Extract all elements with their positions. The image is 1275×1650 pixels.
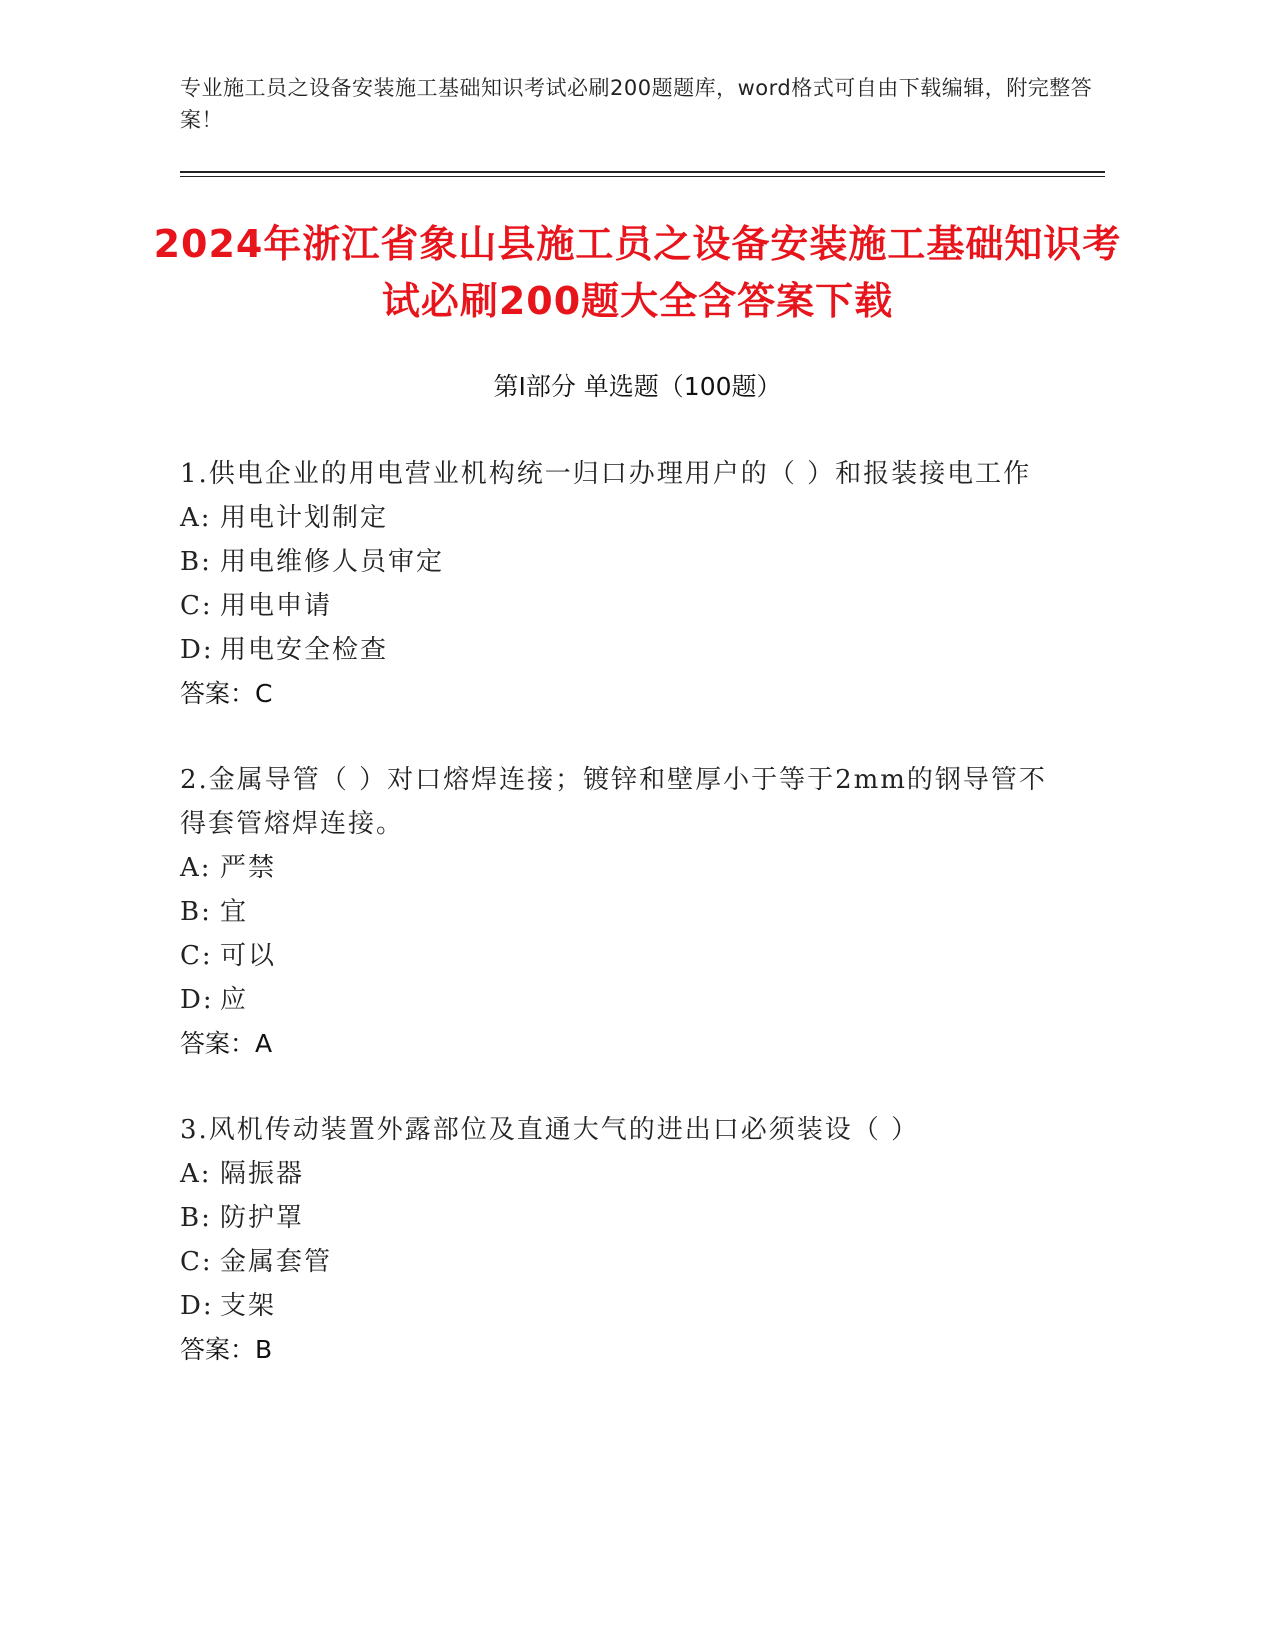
question-stem: 2.金属导管（ ）对口熔焊连接；镀锌和壁厚小于等于2mm的钢导管不得套管熔焊连接。 — [180, 765, 1047, 839]
question-3 — [180, 1108, 1060, 1372]
option-b — [180, 1196, 1060, 1240]
answer-line: 答案：C — [180, 679, 273, 708]
option-key: C: — [180, 591, 213, 621]
question-list — [180, 452, 1060, 1414]
option-c — [180, 1240, 1060, 1284]
option-key: D: — [180, 985, 214, 1015]
option-text: 隔振器 — [220, 1159, 305, 1189]
option-text: 严禁 — [220, 853, 277, 883]
option-a — [180, 846, 1060, 890]
option-key: B: — [180, 1203, 212, 1233]
option-text: 用电维修人员审定 — [220, 547, 445, 577]
option-b — [180, 540, 1060, 584]
option-text: 可以 — [220, 941, 277, 971]
option-key: B: — [180, 897, 212, 927]
option-key: B: — [180, 547, 212, 577]
header-divider-thick — [180, 171, 1105, 173]
option-text: 防护罩 — [220, 1203, 305, 1233]
header-divider-thin — [180, 176, 1105, 177]
option-key: C: — [180, 1247, 213, 1277]
option-d — [180, 628, 1060, 672]
question-2 — [180, 758, 1060, 1066]
document-title: 2024年浙江省象山县施工员之设备安装施工基础知识考试必刷200题大全含答案下载 — [153, 222, 1122, 323]
option-key: A: — [180, 503, 212, 533]
option-c — [180, 934, 1060, 978]
option-key: A: — [180, 1159, 212, 1189]
option-text: 支架 — [220, 1291, 277, 1321]
option-text: 用电申请 — [220, 591, 333, 621]
answer-line: 答案：A — [180, 1029, 273, 1058]
option-a — [180, 496, 1060, 540]
option-key: C: — [180, 941, 213, 971]
option-key: D: — [180, 635, 214, 665]
header-note: 专业施工员之设备安装施工基础知识考试必刷200题题库，word格式可自由下载编辑，附完整答案！ — [180, 76, 1093, 132]
option-text: 用电安全检查 — [220, 635, 389, 665]
option-text: 宜 — [220, 897, 249, 927]
section-title: 第Ⅰ部分 单选题（100题） — [493, 372, 782, 401]
option-text: 应 — [220, 985, 249, 1015]
question-1 — [180, 452, 1060, 716]
option-key: D: — [180, 1291, 214, 1321]
option-d — [180, 1284, 1060, 1328]
answer-line: 答案：B — [180, 1335, 273, 1364]
option-text: 用电计划制定 — [220, 503, 389, 533]
option-key: A: — [180, 853, 212, 883]
question-stem: 3.风机传动装置外露部位及直通大气的进出口必须装设（ ） — [180, 1115, 920, 1145]
option-c — [180, 584, 1060, 628]
option-d — [180, 978, 1060, 1022]
option-text: 金属套管 — [220, 1247, 333, 1277]
option-a — [180, 1152, 1060, 1196]
question-stem: 1.供电企业的用电营业机构统一归口办理用户的（ ）和报装接电工作 — [180, 459, 1032, 489]
option-b — [180, 890, 1060, 934]
